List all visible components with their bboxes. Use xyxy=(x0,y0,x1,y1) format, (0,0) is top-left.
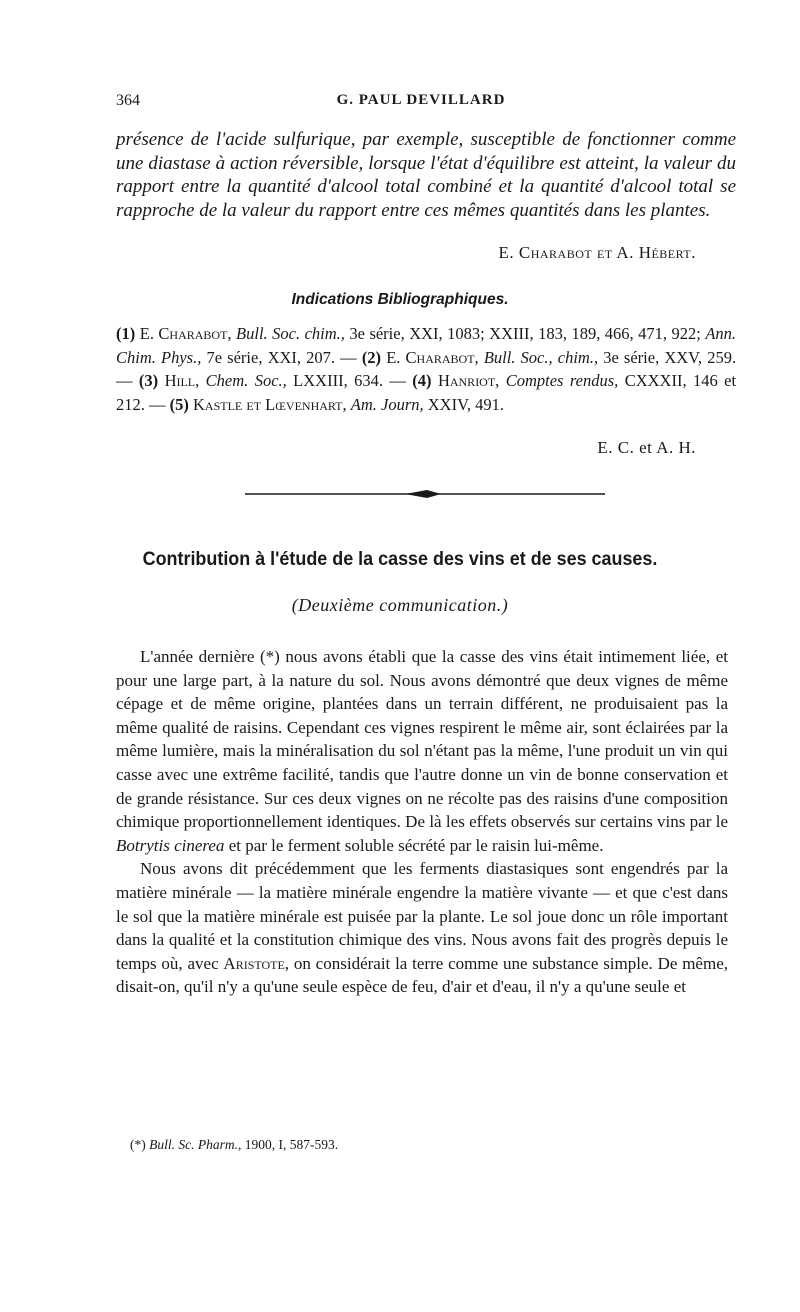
ref-number-2: (2) xyxy=(361,347,382,367)
ref-author-2: E. Charabot, xyxy=(386,347,479,367)
ref-detail-2: 3e série, XXV, 259. — xyxy=(116,347,737,390)
ref-detail-3: LXXIII, 634. — xyxy=(293,371,406,390)
body-paragraph-1 xyxy=(116,645,728,857)
article-body xyxy=(116,645,728,999)
ref-journal-1b: Ann. Chim. Phys., xyxy=(116,324,737,367)
ref-author-5: Kastle et Lœvenhart, xyxy=(193,394,347,414)
ref-number-1: (1) xyxy=(116,324,136,343)
bibliography-title: Indications Bibliographiques. xyxy=(291,291,509,308)
footnote-journal: Bull. Sc. Pharm., xyxy=(149,1137,242,1152)
ref-detail-1: 3e série, XXI, 1083; XXIII, 183, 189, 466, 471, 922; xyxy=(349,324,701,343)
ref-journal-1: Bull. Soc. chim., xyxy=(236,324,345,343)
ref-detail-4: CXXXII, 146 et 212. — xyxy=(116,371,737,414)
body-paragraph-2 xyxy=(116,857,728,999)
paragraph-2-text-end: on considérait la terre comme une substance simple. De même, disait-on, qu'il n'y a qu'une seule espèce de feu, d'air et d'eau, il n'y a qu'une seule et xyxy=(116,953,728,997)
intro-paragraph: présence de l'acide sulfurique, par exemple, susceptible de fonctionner comme une diastase à action réversible, lorsque l'état d'équilibre est atteint, la valeur du rapport entre la quantité d'alcool total combiné et la quantité d'alcool total se rapproche de la valeur du rapport entre ces mêmes quantités dans les plantes. xyxy=(116,129,736,221)
intro-signature xyxy=(498,243,696,263)
ref-author-1: E. Charabot, xyxy=(139,324,232,343)
ref-author-3: Hill, xyxy=(164,371,200,390)
ref-detail-1b: 7e série, XXI, 207. — xyxy=(206,347,357,367)
bibliography-list xyxy=(116,322,736,416)
species-name: Botrytis cinerea xyxy=(116,835,225,855)
paragraph-1-text: L'année dernière (*) nous avons établi que la casse des vins était intimement liée, et pour une large part, à la nature du sol. Nous avons démontré que deux vignes de même cépage et de même origine, plantées dans un terrain différent, ne produisaient pas la même qualité de raisins. Cependant ces vignes respirent le même air, sont éclairées par la même lumière, mais la minéralisation du sol n'étant pas la même, l'une produit un vin qui casse avec une extrême facilité, tandis que l'autre donne un vin de bonne conservation et de grande résistance. Sur ces deux vignes on ne récolte pas des raisins d'une composition chimique proportionnellement identiques. De là les effets observés sur certains vins par le xyxy=(116,647,728,832)
ref-number-5: (5) xyxy=(169,394,189,414)
section-divider-ornament xyxy=(245,488,605,500)
paragraph-1-text-end: et par le ferment soluble sécrété par le raisin lui-même. xyxy=(228,835,604,855)
ref-journal-5: Am. Journ, xyxy=(350,394,424,414)
running-head: G. PAUL DEVILLARD xyxy=(336,92,506,108)
ref-journal-2: Bull. Soc., chim., xyxy=(483,347,599,367)
article-title: Contribution à l'étude de la casse des vins et de ses causes. xyxy=(142,548,658,570)
intro-signature-text: E. Charabot et A. Hébert. xyxy=(498,243,696,262)
page-header xyxy=(116,92,726,116)
ref-journal-4: Comptes rendus, xyxy=(505,371,619,390)
page-number: 364 xyxy=(116,92,140,109)
footnote-mark: (*) xyxy=(130,1137,146,1152)
footnote-reference: 1900, I, 587-593. xyxy=(244,1137,339,1152)
paragraph-2-text: Nous avons dit précédemment que les ferments diastasiques sont engendrés par la matière minérale — la matière minérale engendre la matière vivante — et que c'est dans le sol que la matière minérale est puisée par la plante. Le sol joue donc un rôle important dans la qualité et la constitution chimique des vins. Nous avons fait des progrès depuis le temps où, avec xyxy=(116,859,728,973)
ref-author-4: Hanriot, xyxy=(437,371,500,390)
article-subtitle: (Deuxième communication.) xyxy=(291,595,509,615)
bibliography-signature: E. C. et A. H. xyxy=(597,438,696,457)
ref-number-4: (4) xyxy=(412,371,432,390)
author-name-aristote: Aristote, xyxy=(223,953,290,973)
ref-journal-3: Chem. Soc., xyxy=(205,371,287,390)
footnote xyxy=(130,1137,338,1153)
ref-detail-5: XXIV, 491. xyxy=(427,394,505,414)
ref-number-3: (3) xyxy=(138,371,159,390)
